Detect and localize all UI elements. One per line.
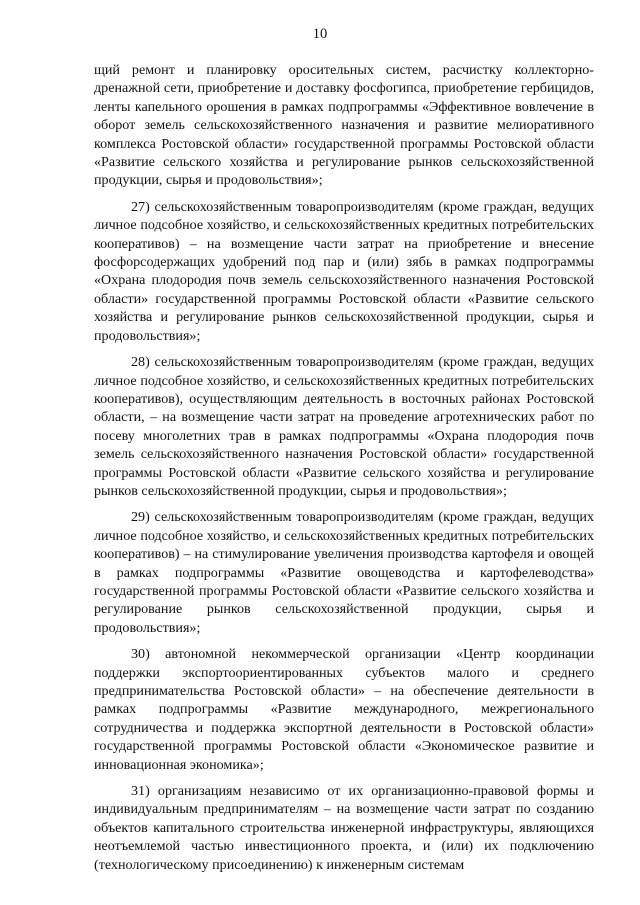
paragraph-item-27: 27) сельскохозяйственным товаропроизводителям (кроме граждан, ведущих личное подсобное хозяйство, и сельскохозяйственных кредитных потребительских кооперативов) – на возмещение части затрат на приобретение и внесение фосфорсодержащих удобрений под пар и (или) зябь в рамках подпрограммы «Охрана плодородия почв земель сельскохозяйственного назначения Ростовской области» государственной программы Ростовской области «Развитие сельского хозяйства и регулирование рынков сельскохозяйственной продукции, сырья и продовольствия»; — [94, 198, 594, 344]
paragraph-item-31: 31) организациям независимо от их организационно-правовой формы и индивидуальным предпринимателям – на возмещение части затрат по созданию объектов капитального строительства инженерной инфраструктуры, являющихся неотъемлемой частью инвестиционного проекта, и (или) их подключению (технологическому присоединению) к инженерным системам — [94, 783, 594, 873]
page-number: 10 — [312, 26, 328, 42]
document-body — [94, 61, 594, 874]
paragraph-item-29: 29) сельскохозяйственным товаропроизводителям (кроме граждан, ведущих личное подсобное хозяйство, и сельскохозяйственных кредитных потребительских кооперативов) – на стимулирование увеличения производства картофеля и овощей в рамках подпрограммы «Развитие овощеводства и картофелеводства» государственной программы Ростовской области «Развитие сельского хозяйства и регулирование рынков сельскохозяйственной продукции, сырья и продовольствия»; — [94, 509, 594, 636]
paragraph-item-28: 28) сельскохозяйственным товаропроизводителям (кроме граждан, ведущих личное подсобное хозяйство, и сельскохозяйственных кредитных потребительских кооперативов), осуществляющим деятельность в восточных районах Ростовской области, – на возмещение части затрат на проведение агротехнических работ по посеву многолетних трав в рамках подпрограммы «Охрана плодородия почв земель сельскохозяйственного назначения Ростовской области» государственной программы Ростовской области «Развитие сельского хозяйства и регулирование рынков сельскохозяйственной продукции, сырья и продовольствия»; — [94, 354, 594, 499]
paragraph-continuation: щий ремонт и планировку оросительных систем, расчистку коллекторно-дренажной сети, приобретение и доставку фосфогипса, приобретение гербицидов, ленты капельного орошения в рамках подпрограммы «Эффективное вовлечение в оборот земель сельскохозяйственного назначения и развитие мелиоративного комплекса Ростовской области» государственной программы Ростовской области «Развитие сельского хозяйства и регулирование рынков сельскохозяйственной продукции, сырья и продовольствия»; — [94, 62, 594, 189]
paragraph-item-30: 30) автономной некоммерческой организации «Центр координации поддержки экспортоориентированных субъектов малого и среднего предпринимательства Ростовской области» – на обеспечение деятельности в рамках подпрограммы «Развитие международного, межрегионального сотрудничества и поддержка экспортной деятельности в Ростовской области» государственной программы Ростовской области «Экономическое развитие и инновационная экономика»; — [94, 646, 594, 773]
